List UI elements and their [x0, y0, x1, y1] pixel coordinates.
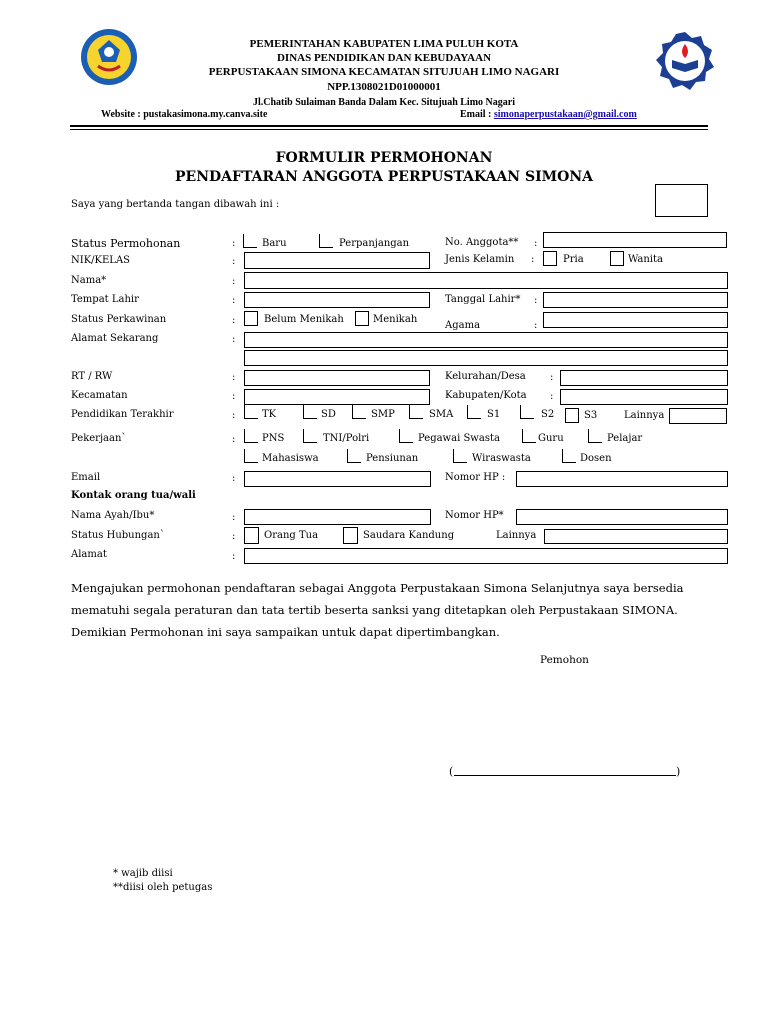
label-menikah: Menikah: [373, 314, 418, 325]
rt-rw-input[interactable]: [244, 370, 430, 386]
checkbox-mahasiswa[interactable]: [244, 449, 258, 463]
label-s3: S3: [584, 410, 598, 421]
checkbox-saudara[interactable]: [343, 527, 358, 544]
pendidikan-lainnya-input[interactable]: [669, 408, 727, 424]
intro-text: Saya yang bertanda tangan dibawah ini :: [71, 199, 280, 210]
checkbox-pegawai-swasta[interactable]: [399, 429, 413, 443]
colon: :: [531, 254, 535, 265]
label-wanita: Wanita: [628, 254, 663, 265]
checkbox-guru[interactable]: [522, 429, 536, 443]
label-lainnya: Lainnya: [624, 410, 665, 421]
statement-line-3: Demikian Permohonan ini saya sampaikan untuk dapat dipertimbangkan.: [71, 625, 500, 639]
statement-line-2: mematuhi segala peraturan dan tata tertib beserta sanksi yang ditetapkan oleh Perpustakaan SIMONA.: [71, 603, 678, 617]
label-pns: PNS: [262, 433, 285, 444]
colon: :: [232, 473, 236, 484]
label-nik: NIK/KELAS: [71, 255, 131, 266]
hubungan-lainnya-input[interactable]: [544, 529, 728, 544]
label-pelajar: Pelajar: [607, 433, 643, 444]
checkbox-s2[interactable]: [520, 405, 534, 419]
label-status-permohonan: Status Permohonan: [71, 237, 181, 250]
label-tanggal-lahir: Tanggal Lahir*: [445, 294, 521, 305]
colon: :: [232, 531, 236, 542]
colon: :: [232, 372, 236, 383]
statement-line-1: Mengajukan permohonan pendaftaran sebagai Anggota Perpustakaan Simona Selanjutnya saya bersedia: [71, 581, 684, 595]
colon: :: [534, 320, 538, 331]
label-status-hubungan: Status Hubungan`: [71, 530, 165, 541]
form-title-2: PENDAFTARAN ANGGOTA PERPUSTAKAAN SIMONA: [175, 169, 593, 185]
label-no-anggota: No. Anggota**: [445, 237, 519, 248]
header-email: [460, 109, 637, 120]
label-pemohon: Pemohon: [540, 654, 589, 666]
checkbox-orang-tua[interactable]: [244, 527, 259, 544]
checkbox-wiraswasta[interactable]: [453, 449, 467, 463]
label-nama-ayah: Nama Ayah/Ibu*: [71, 510, 155, 521]
colon: :: [232, 276, 236, 287]
nik-input[interactable]: [244, 252, 430, 269]
label-baru: Baru: [262, 238, 287, 249]
label-belum-menikah: Belum Menikah: [264, 314, 344, 325]
colon: :: [550, 372, 554, 383]
colon: :: [534, 238, 538, 249]
label-kecamatan: Kecamatan: [71, 390, 128, 401]
agama-input[interactable]: [543, 312, 728, 328]
header-line1: PEMERINTAHAN KABUPATEN LIMA PULUH KOTA: [249, 38, 519, 50]
checkbox-tni-polri[interactable]: [303, 429, 317, 443]
colon: :: [232, 295, 236, 306]
checkbox-sma[interactable]: [409, 405, 423, 419]
alamat-sekarang-input-2[interactable]: [244, 350, 728, 366]
label-s2: S2: [541, 409, 555, 420]
header-line3: PERPUSTAKAAN SIMONA KECAMATAN SITUJUAH LIMO NAGARI: [208, 66, 560, 78]
label-alamat-sekarang: Alamat Sekarang: [71, 333, 159, 344]
label-alamat: Alamat: [71, 549, 107, 560]
label-kabupaten: Kabupaten/Kota: [445, 390, 527, 401]
section-kontak: Kontak orang tua/wali: [71, 490, 196, 501]
label-tempat-lahir: Tempat Lahir: [71, 294, 139, 305]
colon: :: [232, 315, 236, 326]
label-tni-polri: TNI/Polri: [323, 433, 370, 444]
label-mahasiswa: Mahasiswa: [262, 453, 319, 464]
label-jenis-kelamin: Jenis Kelamin: [445, 254, 515, 265]
label-pensiunan: Pensiunan: [366, 453, 419, 464]
colon: :: [232, 391, 236, 402]
signature-open: (: [449, 765, 454, 778]
checkbox-pns[interactable]: [244, 429, 258, 443]
label-nomor-hp: Nomor HP :: [445, 472, 506, 483]
label-wiraswasta: Wiraswasta: [472, 453, 531, 464]
label-kelurahan: Kelurahan/Desa: [445, 371, 526, 382]
signature-close: ): [676, 765, 681, 778]
colon: :: [232, 334, 236, 345]
label-pekerjaan: Pekerjaan`: [71, 433, 127, 444]
header-email-label: Email :: [460, 109, 494, 120]
header-email-link[interactable]: simonaperpustakaan@gmail.com: [493, 109, 637, 120]
header-divider: [70, 125, 708, 127]
nama-input[interactable]: [244, 272, 728, 289]
nomor-hp-wali-input[interactable]: [516, 509, 728, 525]
header-divider-thin: [70, 129, 708, 130]
colon: :: [232, 434, 236, 445]
colon: :: [232, 512, 236, 523]
alamat-input[interactable]: [244, 548, 728, 564]
label-orang-tua: Orang Tua: [264, 530, 319, 541]
colon: :: [232, 551, 236, 562]
checkbox-menikah[interactable]: [355, 311, 369, 326]
label-saudara: Saudara Kandung: [363, 530, 455, 541]
checkbox-line: [319, 247, 333, 248]
checkbox-tk[interactable]: [244, 405, 258, 419]
kabupaten-input[interactable]: [560, 389, 728, 405]
label-smp: SMP: [371, 409, 395, 420]
header-address: Jl.Chatib Sulaiman Banda Dalam Kec. Situjuah Limo Nagari: [253, 97, 515, 108]
kelurahan-input[interactable]: [560, 370, 728, 386]
checkbox-pria[interactable]: [543, 251, 557, 266]
label-lainnya-hubungan: Lainnya: [496, 530, 537, 541]
photo-box: [655, 184, 708, 217]
checkbox-baru[interactable]: [243, 234, 257, 248]
tanggal-lahir-input[interactable]: [543, 292, 728, 308]
label-sma: SMA: [429, 409, 454, 420]
label-dosen: Dosen: [580, 453, 612, 464]
colon: :: [550, 391, 554, 402]
label-agama: Agama: [445, 320, 481, 331]
signature-line: [454, 775, 676, 776]
colon: :: [232, 410, 236, 421]
checkbox-pensiunan[interactable]: [347, 449, 361, 463]
label-nomor-hp2: Nomor HP*: [445, 510, 504, 521]
checkbox-dosen[interactable]: [562, 449, 576, 463]
checkbox-wanita[interactable]: [610, 251, 624, 266]
note-petugas: **diisi oleh petugas: [113, 882, 213, 893]
colon: :: [232, 238, 236, 249]
label-rt-rw: RT / RW: [71, 371, 113, 382]
checkbox-pelajar[interactable]: [588, 429, 602, 443]
checkbox-sd[interactable]: [303, 405, 317, 419]
checkbox-belum-menikah[interactable]: [244, 311, 258, 326]
colon: :: [232, 256, 236, 267]
email-input[interactable]: [244, 471, 431, 487]
label-pendidikan: Pendidikan Terakhir: [71, 409, 174, 420]
header-npp: NPP.1308021D01000001: [327, 81, 441, 93]
label-email: Email: [71, 472, 101, 483]
kecamatan-input[interactable]: [244, 389, 430, 405]
header-line2: DINAS PENDIDIKAN DAN KEBUDAYAAN: [276, 52, 492, 64]
nama-ayah-input[interactable]: [244, 509, 431, 525]
note-wajib: * wajib diisi: [113, 868, 173, 879]
label-nama: Nama*: [71, 275, 107, 286]
alamat-sekarang-input-1[interactable]: [244, 332, 728, 348]
no-anggota-input[interactable]: [543, 232, 727, 248]
label-perpanjangan: Perpanjangan: [339, 238, 410, 249]
label-sd: SD: [321, 409, 336, 420]
label-guru: Guru: [538, 433, 564, 444]
tempat-lahir-input[interactable]: [244, 292, 430, 308]
checkbox-s3[interactable]: [565, 408, 579, 423]
checkbox-smp[interactable]: [352, 405, 366, 419]
label-pria: Pria: [563, 254, 584, 265]
label-pegawai-swasta: Pegawai Swasta: [418, 433, 500, 444]
checkbox-perpanjangan[interactable]: [319, 234, 333, 248]
colon: :: [534, 295, 538, 306]
nomor-hp-input[interactable]: [516, 471, 728, 487]
checkbox-line: [243, 247, 256, 248]
label-status-perkawinan: Status Perkawinan: [71, 314, 167, 325]
form-title-1: FORMULIR PERMOHONAN: [275, 150, 493, 166]
header-website: Website : pustakasimona.my.canva.site: [101, 109, 268, 120]
label-s1: S1: [487, 409, 501, 420]
checkbox-s1[interactable]: [467, 405, 481, 419]
label-tk: TK: [262, 409, 277, 420]
